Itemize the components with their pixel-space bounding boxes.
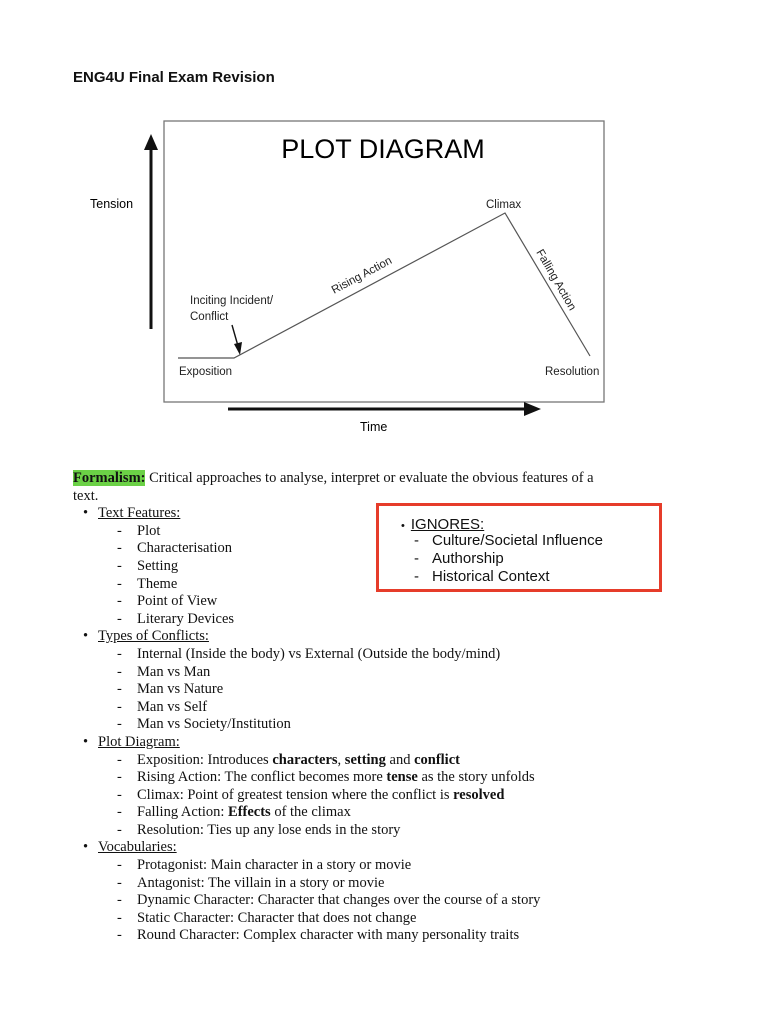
- list-item: - Man vs Society/Institution: [117, 716, 291, 733]
- ignores-item: - Historical Context: [414, 568, 550, 585]
- ignores-heading: • IGNORES:: [401, 516, 485, 533]
- list-item: - Climax: Point of greatest tension where the conflict is resolved: [117, 786, 505, 803]
- diagram-title: PLOT DIAGRAM: [281, 134, 485, 164]
- formalism-definition: [73, 470, 693, 488]
- list-item: - Static Character: Character that does not change: [117, 909, 417, 926]
- exposition-label: Exposition: [179, 366, 233, 378]
- formalism-term: Formalism:: [73, 470, 146, 486]
- list-item: - Falling Action: Effects of the climax: [117, 804, 351, 821]
- time-label: Time: [360, 420, 388, 434]
- vocabularies-heading: • Vocabularies:: [83, 839, 177, 856]
- time-arrowhead-icon: [524, 402, 541, 416]
- inciting-label-line2: Conflict: [190, 311, 229, 323]
- tension-label: Tension: [90, 197, 134, 211]
- list-item: - Characterisation: [117, 540, 233, 557]
- plot-diagram-heading: • Plot Diagram:: [83, 733, 180, 750]
- list-item: - Resolution: Ties up any lose ends in the story: [117, 821, 401, 838]
- list-item: - Protagonist: Main character in a story or movie: [117, 857, 412, 874]
- formalism-definition-cont: text.: [73, 487, 99, 504]
- tension-arrowhead-icon: [144, 134, 158, 150]
- list-item: - Plot: [117, 522, 161, 539]
- resolution-label: Resolution: [545, 366, 600, 378]
- list-item: - Literary Devices: [117, 610, 235, 627]
- list-item: - Setting: [117, 557, 179, 574]
- ignores-callout-box: [376, 503, 662, 592]
- list-item: - Antagonist: The villain in a story or movie: [117, 874, 385, 891]
- list-item: - Man vs Self: [117, 698, 208, 715]
- list-item: - Dynamic Character: Character that changes over the course of a story: [117, 892, 541, 909]
- document-title: ENG4U Final Exam Revision: [73, 69, 275, 86]
- ignores-item: - Authorship: [414, 550, 504, 567]
- climax-label: Climax: [486, 199, 522, 211]
- inciting-label-line1: Inciting Incident/: [190, 295, 274, 307]
- list-item: - Point of View: [117, 593, 218, 610]
- list-item: - Exposition: Introduces characters, setting and conflict: [117, 751, 460, 768]
- conflicts-heading: • Types of Conflicts:: [83, 628, 209, 645]
- list-item: - Round Character: Complex character with many personality traits: [117, 927, 520, 944]
- list-item: - Theme: [117, 575, 178, 592]
- list-item: - Man vs Man: [117, 663, 211, 680]
- plot-diagram-figure: [0, 0, 768, 450]
- rising-action-label: Rising Action: [329, 254, 395, 297]
- ignores-item: - Culture/Societal Influence: [414, 532, 603, 549]
- list-item: - Rising Action: The conflict becomes more tense as the story unfolds: [117, 769, 535, 786]
- list-item: - Man vs Nature: [117, 681, 224, 698]
- formalism-definition-text: Critical approaches to analyse, interpret or evaluate the obvious features of a: [145, 470, 594, 486]
- falling-action-label: Falling Action: [533, 247, 578, 313]
- list-item: - Internal (Inside the body) vs External (Outside the body/mind): [117, 645, 501, 662]
- text-features-heading: • Text Features:: [83, 505, 181, 522]
